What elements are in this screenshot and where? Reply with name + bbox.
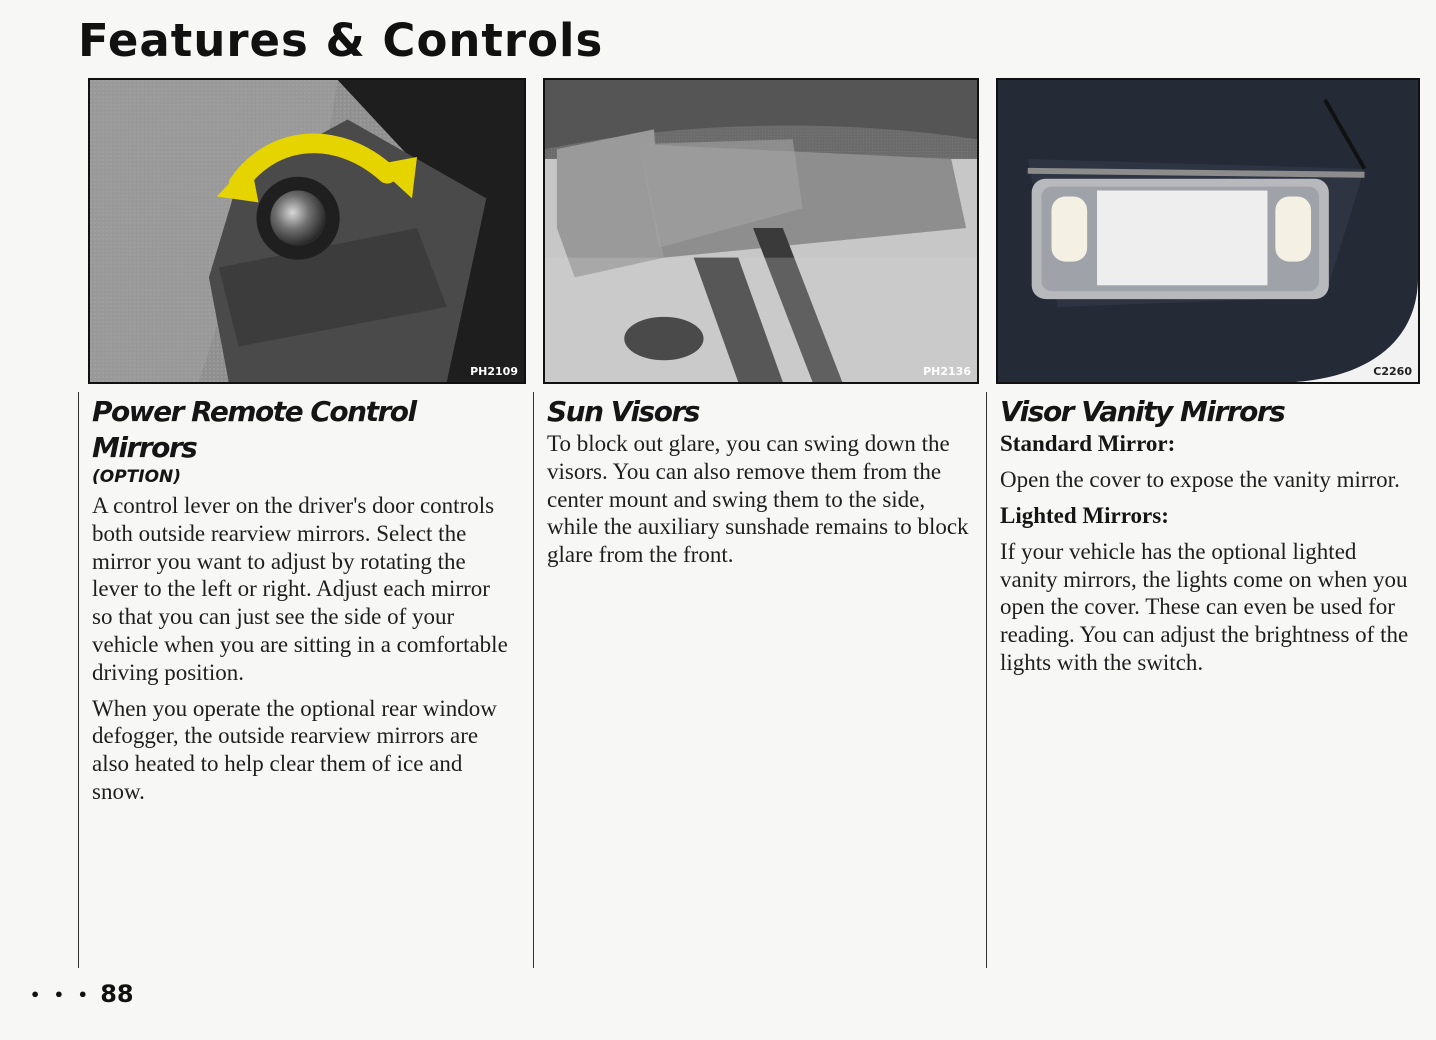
standard-mirror-heading: Standard Mirror: — [1000, 431, 1176, 456]
section-title: Power Remote Control Mirrors — [92, 395, 416, 464]
page-number — [30, 980, 134, 1008]
vanity-mirror-photo — [996, 78, 1420, 384]
vanity-section — [1000, 394, 1416, 685]
section-title: Sun Visors — [547, 395, 699, 428]
mirrors-section — [92, 394, 512, 814]
lighted-mirrors-heading: Lighted Mirrors: — [1000, 502, 1169, 528]
body-paragraph: If your vehicle has the optional lighted vanity mirrors, the lights come on when you open the cover. These can even be used for reading. You can adjust the brightness of the lights with the switch. — [1000, 538, 1409, 675]
sun-visor-photo — [543, 78, 979, 384]
column-divider — [78, 392, 79, 968]
page-number-value: 88 — [100, 980, 134, 1008]
column-divider — [986, 392, 987, 968]
body-paragraph: When you operate the optional rear window defogger, the outside rearview mirrors are also heated to help clear them of ice and snow. — [92, 695, 497, 804]
section-subtitle: (OPTION) — [92, 467, 182, 487]
section-title: Visor Vanity Mirrors — [1000, 395, 1285, 428]
mirror-control-photo — [88, 78, 526, 384]
visors-section — [547, 394, 971, 577]
body-paragraph: To block out glare, you can swing down the visors. You can also remove them from the center mount and swing them to the side, while the auxiliary sunshade remains to block glare from the front. — [547, 431, 969, 568]
body-paragraph: Open the cover to expose the vanity mirror. — [1000, 467, 1400, 492]
photo-code-label: C2260 — [1373, 365, 1412, 378]
photo-code-label: PH2136 — [923, 365, 971, 378]
body-paragraph: A control lever on the driver's door controls both outside rearview mirrors. Select the mirror you want to adjust by rotating the lever to the left or right. Adjust each mirror so that you can just see the side of your vehicle when you are sitting in a comfortable driving position. — [92, 493, 508, 685]
page-title: Features & Controls — [78, 14, 604, 67]
column-divider — [533, 392, 534, 968]
page-dots: • • • — [30, 985, 92, 1005]
photo-code-label: PH2109 — [470, 365, 518, 378]
